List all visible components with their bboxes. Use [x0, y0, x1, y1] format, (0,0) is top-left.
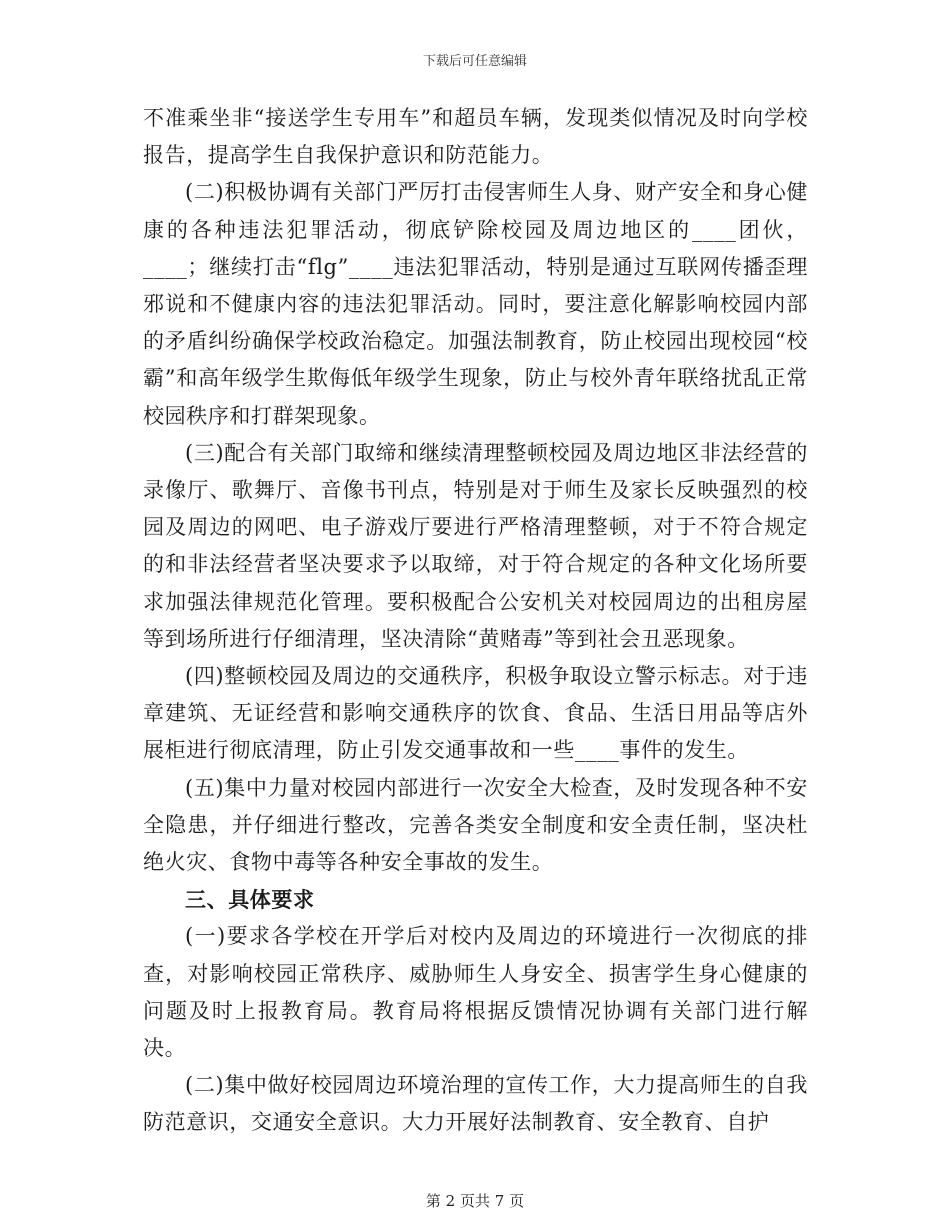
- paragraph-requirement-2: (二)集中做好校园周边环境治理的宣传工作，大力提高师生的自我防范意识，交通安全意识。大力开展好法制教育、安全教育、自护: [143, 1073, 808, 1135]
- paragraph-item-3: (三)配合有关部门取缔和继续清理整顿校园及周边地区非法经营的录像厅、歌舞厅、音像书刊点，特别是对于师生及家长反映强烈的校园及周边的网吧、电子游戏厅要进行严格清理整顿，对于不符合规定的和非法经营者坚决要求予以取缔，对于符合规定的各种文化场所要求加强法律规范化管理。要积极配合公安机关对校园周边的出租房屋等到场所进行仔细清理，坚决清除“黄赌毒”等到社会丑恶现象。: [143, 440, 808, 651]
- section-heading-requirements: 三、具体要求: [185, 887, 315, 913]
- paragraph-continuation: 不准乘坐非“接送学生专用车”和超员车辆，发现类似情况及时向学校报告，提高学生自我保护意识和防范能力。: [143, 106, 808, 168]
- page-footer: 第 2 页共 7 页: [425, 1192, 525, 1210]
- paragraph-item-4: (四)整顿校园及周边的交通秩序，积极争取设立警示标志。对于违章建筑、无证经营和影响交通秩序的饮食、食品、生活日用品等店外展柜进行彻底清理，防止引发交通事故和一些____事件的发生。: [143, 664, 808, 763]
- paragraph-item-5: (五)集中力量对校园内部进行一次安全大检查，及时发现各种不安全隐患，并仔细进行整改，完善各类安全制度和安全责任制，坚决杜绝火灾、食物中毒等各种安全事故的发生。: [143, 775, 808, 875]
- paragraph-item-2: (二)积极协调有关部门严厉打击侵害师生人身、财产安全和身心健康的各种违法犯罪活动，彻底铲除校园及周边地区的____团伙，____；继续打击“flg”____违法犯罪活动，特别是通过互联网传播歪理邪说和不健康内容的违法犯罪活动。同时，要注意化解影响校园内部的矛盾纠纷确保学校政治稳定。加强法制教育，防止校园出现校园“校霸”和高年级学生欺侮低年级学生现象，防止与校外青年联络扰乱正常校园秩序和打群架现象。: [143, 180, 808, 428]
- page-header: 下载后可任意编辑: [422, 54, 527, 69]
- paragraph-requirement-1: (一)要求各学校在开学后对校内及周边的环境进行一次彻底的排查，对影响校园正常秩序、威胁师生人身安全、损害学生身心健康的问题及时上报教育局。教育局将根据反馈情况协调有关部门进行解决。: [143, 924, 808, 1061]
- document-body: [143, 100, 808, 1142]
